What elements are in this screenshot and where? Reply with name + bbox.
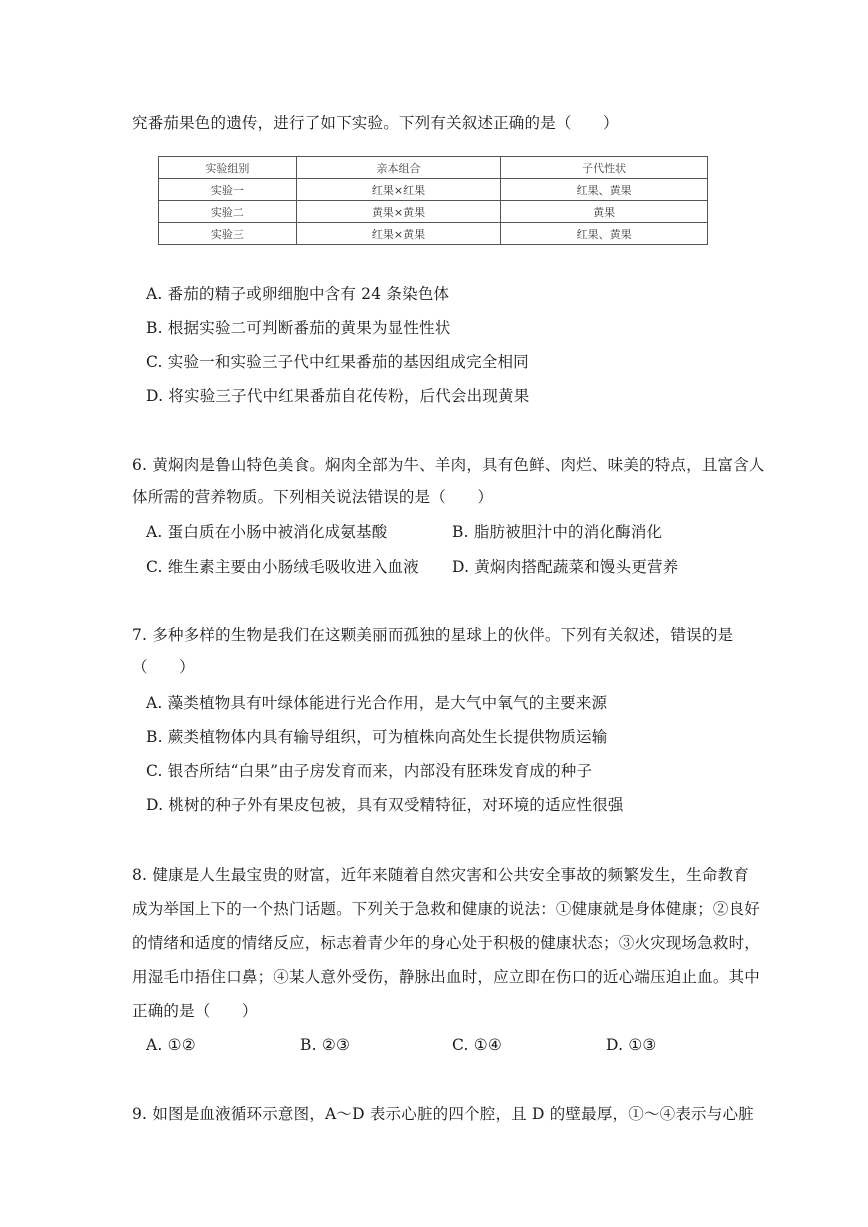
- q8-option-a: A. ①②: [146, 1036, 196, 1054]
- table-row: [159, 223, 708, 245]
- table-header-cell: 实验组别: [159, 157, 297, 179]
- q6-stem-line: 体所需的营养物质。下列相关说法错误的是（ ）: [132, 488, 494, 506]
- q7-stem-line: （ ）: [132, 658, 195, 676]
- table-cell: 红果×黄果: [296, 223, 501, 245]
- q8-stem-line: 用湿毛巾捂住口鼻；④某人意外受伤，静脉出血时，应立即在伤口的近心端压迫止血。其中: [132, 968, 761, 986]
- q7-option-c: C. 银杏所结“白果”由子房发育而来，内部没有胚珠发育成的种子: [146, 762, 593, 780]
- table-header-row: [159, 157, 708, 179]
- table-cell: 黄果: [501, 201, 708, 223]
- table-row: [159, 179, 708, 201]
- table-header-cell: 子代性状: [501, 157, 708, 179]
- experiment-table: [158, 156, 708, 245]
- q8-stem-line: 正确的是（ ）: [132, 1002, 258, 1020]
- q8-stem-line: 成为举国上下的一个热门话题。下列关于急救和健康的说法：①健康就是身体健康；②良好: [132, 900, 761, 918]
- table-cell: 实验三: [159, 223, 297, 245]
- q5-option-b: B. 根据实验二可判断番茄的黄果为显性性状: [146, 319, 451, 337]
- q8-option-b: B. ②③: [300, 1036, 351, 1054]
- q7-option-b: B. 蕨类植物体内具有输导组织，可为植株向高处生长提供物质运输: [146, 728, 608, 746]
- q6-option-b: B. 脂肪被胆汁中的消化酶消化: [452, 523, 663, 541]
- table-cell: 实验一: [159, 179, 297, 201]
- table-cell: 实验二: [159, 201, 297, 223]
- q5-option-c: C. 实验一和实验三子代中红果番茄的基因组成完全相同: [146, 353, 529, 371]
- table-cell: 红果、黄果: [501, 223, 708, 245]
- table-header-cell: 亲本组合: [296, 157, 501, 179]
- q8-option-c: C. ①④: [452, 1036, 502, 1054]
- q9-stem-line: 9. 如图是血液循环示意图，A～D 表示心脏的四个腔，且 D 的壁最厚，①～④表示与心脏: [132, 1105, 754, 1123]
- q7-option-d: D. 桃树的种子外有果皮包被，具有双受精特征，对环境的适应性很强: [146, 796, 624, 814]
- q6-option-a: A. 蛋白质在小肠中被消化成氨基酸: [146, 523, 388, 541]
- q5-option-d: D. 将实验三子代中红果番茄自花传粉，后代会出现黄果: [146, 387, 530, 405]
- q5-stem: 究番茄果色的遗传，进行了如下实验。下列有关叙述正确的是（ ）: [132, 114, 619, 132]
- q5-option-a: A. 番茄的精子或卵细胞中含有 24 条染色体: [146, 285, 450, 303]
- table-cell: 红果、黄果: [501, 179, 708, 201]
- q7-option-a: A. 藻类植物具有叶绿体能进行光合作用，是大气中氧气的主要来源: [146, 694, 608, 712]
- q8-stem-line: 8. 健康是人生最宝贵的财富，近年来随着自然灾害和公共安全事故的频繁发生，生命教育: [132, 866, 749, 884]
- table-row: [159, 201, 708, 223]
- table-cell: 黄果×黄果: [296, 201, 501, 223]
- q8-stem-line: 的情绪和适度的情绪反应，标志着青少年的身心处于积极的健康状态；③火灾现场急救时，: [132, 934, 761, 952]
- table-cell: 红果×红果: [296, 179, 501, 201]
- q8-option-d: D. ①③: [606, 1036, 657, 1054]
- q6-option-c: C. 维生素主要由小肠绒毛吸收进入血液: [146, 558, 419, 576]
- q7-stem-line: 7. 多种多样的生物是我们在这颗美丽而孤独的星球上的伙伴。下列有关叙述，错误的是: [132, 626, 734, 644]
- q6-stem-line: 6. 黄焖肉是鲁山特色美食。焖肉全部为牛、羊肉，具有色鲜、肉烂、味美的特点，且富含人: [132, 456, 765, 474]
- q6-option-d: D. 黄焖肉搭配蔬菜和馒头更营养: [452, 558, 679, 576]
